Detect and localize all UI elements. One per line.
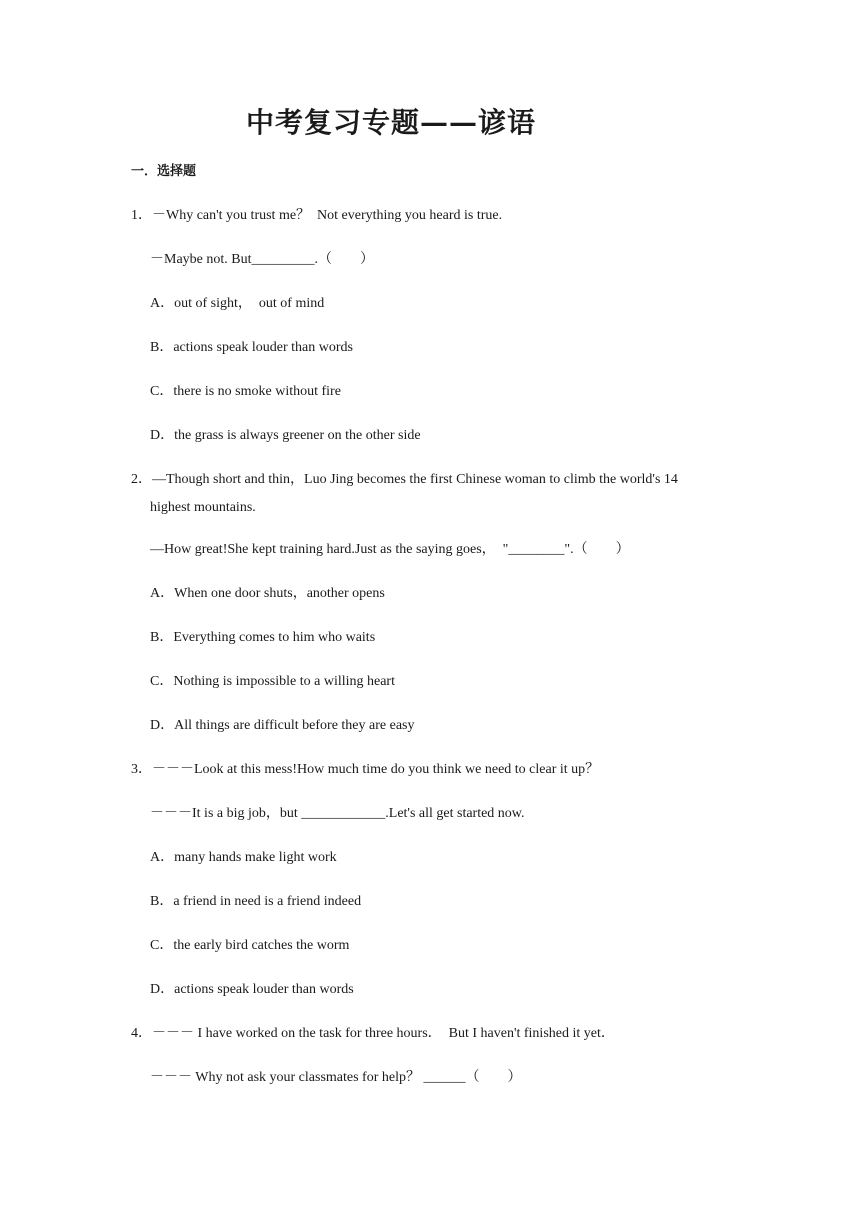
question-1-stem: 1．－Why can't you trust me？ Not everything you heard is true.: [131, 208, 503, 223]
question-2-reply: —How great!She kept training hard.Just as the saying goes， "________".（ ）: [150, 542, 630, 557]
question-2-stem-continued: highest mountains.: [150, 500, 256, 515]
question-2-option-d: D．All things are difficult before they are easy: [150, 718, 415, 733]
question-1-option-b: B．actions speak louder than words: [150, 340, 353, 355]
question-3-stem: 3．－－－Look at this mess!How much time do you think we need to clear it up？: [131, 762, 600, 777]
question-2-option-a: A．When one door shuts，another opens: [150, 586, 385, 601]
question-2-option-b: B．Everything comes to him who waits: [150, 630, 376, 645]
question-4-stem: 4．－－－ I have worked on the task for three hours． But I haven't finished it yet．: [131, 1026, 615, 1041]
question-3-option-c: C．the early bird catches the worm: [150, 938, 350, 953]
question-2-stem: 2．—Though short and thin，Luo Jing becomes the first Chinese woman to climb the world's 14: [131, 472, 678, 487]
question-3-option-b: B．a friend in need is a friend indeed: [150, 894, 362, 909]
question-1-option-d: D．the grass is always greener on the other side: [150, 428, 421, 443]
question-1-reply: －Maybe not. But_________.（ ）: [150, 252, 374, 267]
question-1-option-a: A．out of sight， out of mind: [150, 296, 325, 311]
question-2-option-c: C．Nothing is impossible to a willing heart: [150, 674, 395, 689]
question-3-option-a: A．many hands make light work: [150, 850, 337, 865]
section-heading: 一．选择题: [131, 164, 197, 179]
question-1-option-c: C．there is no smoke without fire: [150, 384, 341, 399]
page-title: 中考复习专题——谚语: [245, 106, 536, 139]
question-3-option-d: D．actions speak louder than words: [150, 982, 354, 997]
question-4-reply: －－－ Why not ask your classmates for help？ ______（ ）: [150, 1070, 522, 1085]
question-3-reply: －－－It is a big job，but ____________.Let's all get started now.: [150, 806, 525, 821]
